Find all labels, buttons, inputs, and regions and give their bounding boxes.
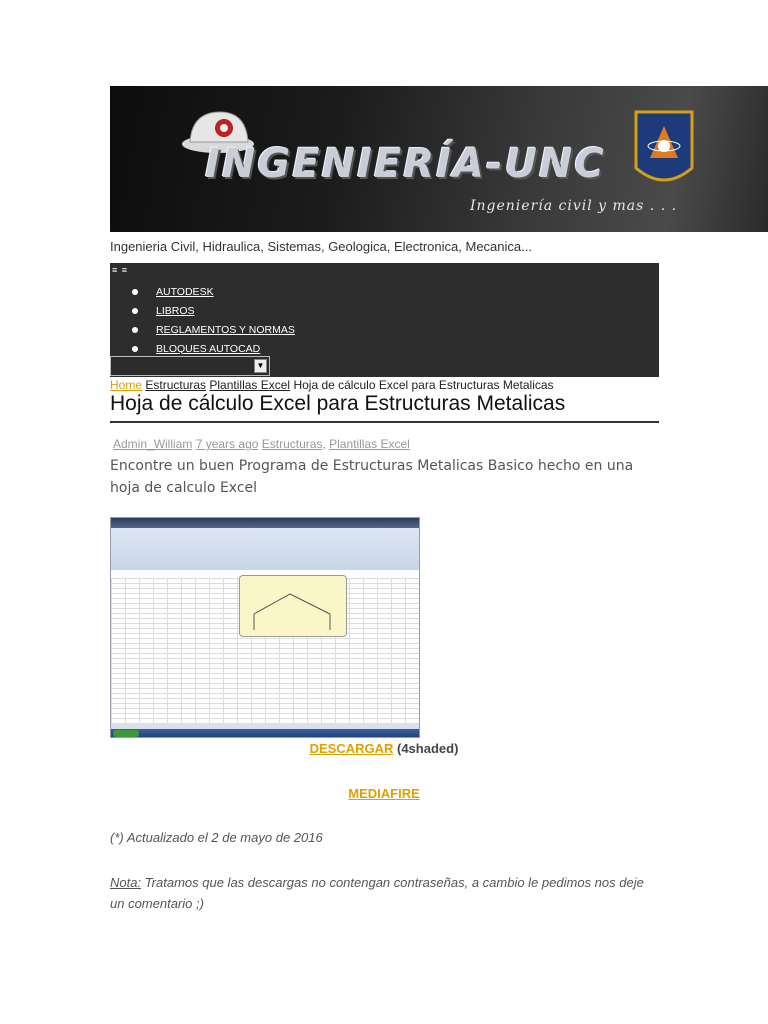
mediafire-line bbox=[0, 786, 768, 801]
bullet-icon bbox=[132, 346, 138, 352]
title-divider bbox=[110, 421, 659, 423]
download-host-note: (4shaded) bbox=[397, 741, 459, 756]
start-button-icon bbox=[113, 730, 139, 737]
nav-list bbox=[132, 282, 295, 358]
nav-item-autodesk bbox=[132, 282, 295, 301]
breadcrumb-home[interactable]: Home bbox=[110, 378, 143, 392]
site-description: Ingenieria Civil, Hidraulica, Sistemas, Geologica, Electronica, Mecanica... bbox=[110, 239, 532, 254]
menu-toggle-icon[interactable]: ≡ ≡ bbox=[112, 265, 129, 275]
post-meta bbox=[113, 437, 410, 451]
download-link[interactable]: DESCARGAR bbox=[309, 741, 394, 756]
nav-item-libros bbox=[132, 301, 295, 320]
note-label: Nota: bbox=[110, 875, 142, 890]
header-banner[interactable] bbox=[110, 86, 768, 232]
post-date[interactable]: 7 years ago bbox=[195, 437, 259, 451]
structure-diagram-panel bbox=[239, 575, 347, 637]
updated-note: (*) Actualizado el 2 de mayo de 2016 bbox=[110, 830, 323, 845]
tagline: Ingeniería civil y mas . . . bbox=[470, 198, 678, 214]
post-intro: Encontre un buen Programa de Estructuras Metalicas Basico hecho en una hoja de calculo Excel bbox=[110, 458, 634, 496]
nav-link-bloques[interactable]: BLOQUES AUTOCAD bbox=[156, 342, 261, 355]
post-author[interactable]: Admin_William bbox=[113, 437, 193, 451]
note-text: Tratamos que las descargas no contengan contraseñas, a cambio le pedimos nos deje un comentario ;) bbox=[110, 875, 644, 911]
truss-diagram-icon bbox=[240, 576, 346, 636]
page-title: Hoja de cálculo Excel para Estructuras Metalicas bbox=[110, 392, 566, 415]
breadcrumb-estructuras[interactable]: Estructuras bbox=[145, 378, 207, 392]
nav-link-autodesk[interactable]: AUTODESK bbox=[156, 285, 214, 298]
bullet-icon bbox=[132, 289, 138, 295]
nav-link-reglamentos[interactable]: REGLAMENTOS Y NORMAS bbox=[156, 323, 295, 336]
windows-taskbar bbox=[111, 729, 419, 738]
excel-titlebar bbox=[111, 518, 419, 528]
nav-dropdown[interactable] bbox=[110, 356, 270, 376]
category-separator: , bbox=[322, 437, 330, 451]
chevron-down-icon[interactable]: ▼ bbox=[254, 359, 267, 373]
spreadsheet-screenshot[interactable] bbox=[110, 517, 420, 738]
post-category-estructuras[interactable]: Estructuras bbox=[261, 437, 323, 451]
post-category-plantillas[interactable]: Plantillas Excel bbox=[329, 437, 410, 451]
bullet-icon bbox=[132, 327, 138, 333]
mediafire-link[interactable]: MEDIAFIRE bbox=[348, 786, 420, 801]
breadcrumb bbox=[110, 378, 554, 392]
note-paragraph bbox=[110, 872, 655, 914]
logo-text: INGENIERÍA-UNC bbox=[205, 141, 606, 187]
download-line bbox=[0, 741, 768, 756]
nav-link-libros[interactable]: LIBROS bbox=[156, 304, 195, 317]
bullet-icon bbox=[132, 308, 138, 314]
breadcrumb-plantillas[interactable]: Plantillas Excel bbox=[209, 378, 291, 392]
university-seal-icon bbox=[632, 108, 696, 192]
nav-item-reglamentos bbox=[132, 320, 295, 339]
breadcrumb-current: Hoja de cálculo Excel para Estructuras Metalicas bbox=[293, 378, 554, 392]
excel-ribbon bbox=[111, 528, 419, 571]
